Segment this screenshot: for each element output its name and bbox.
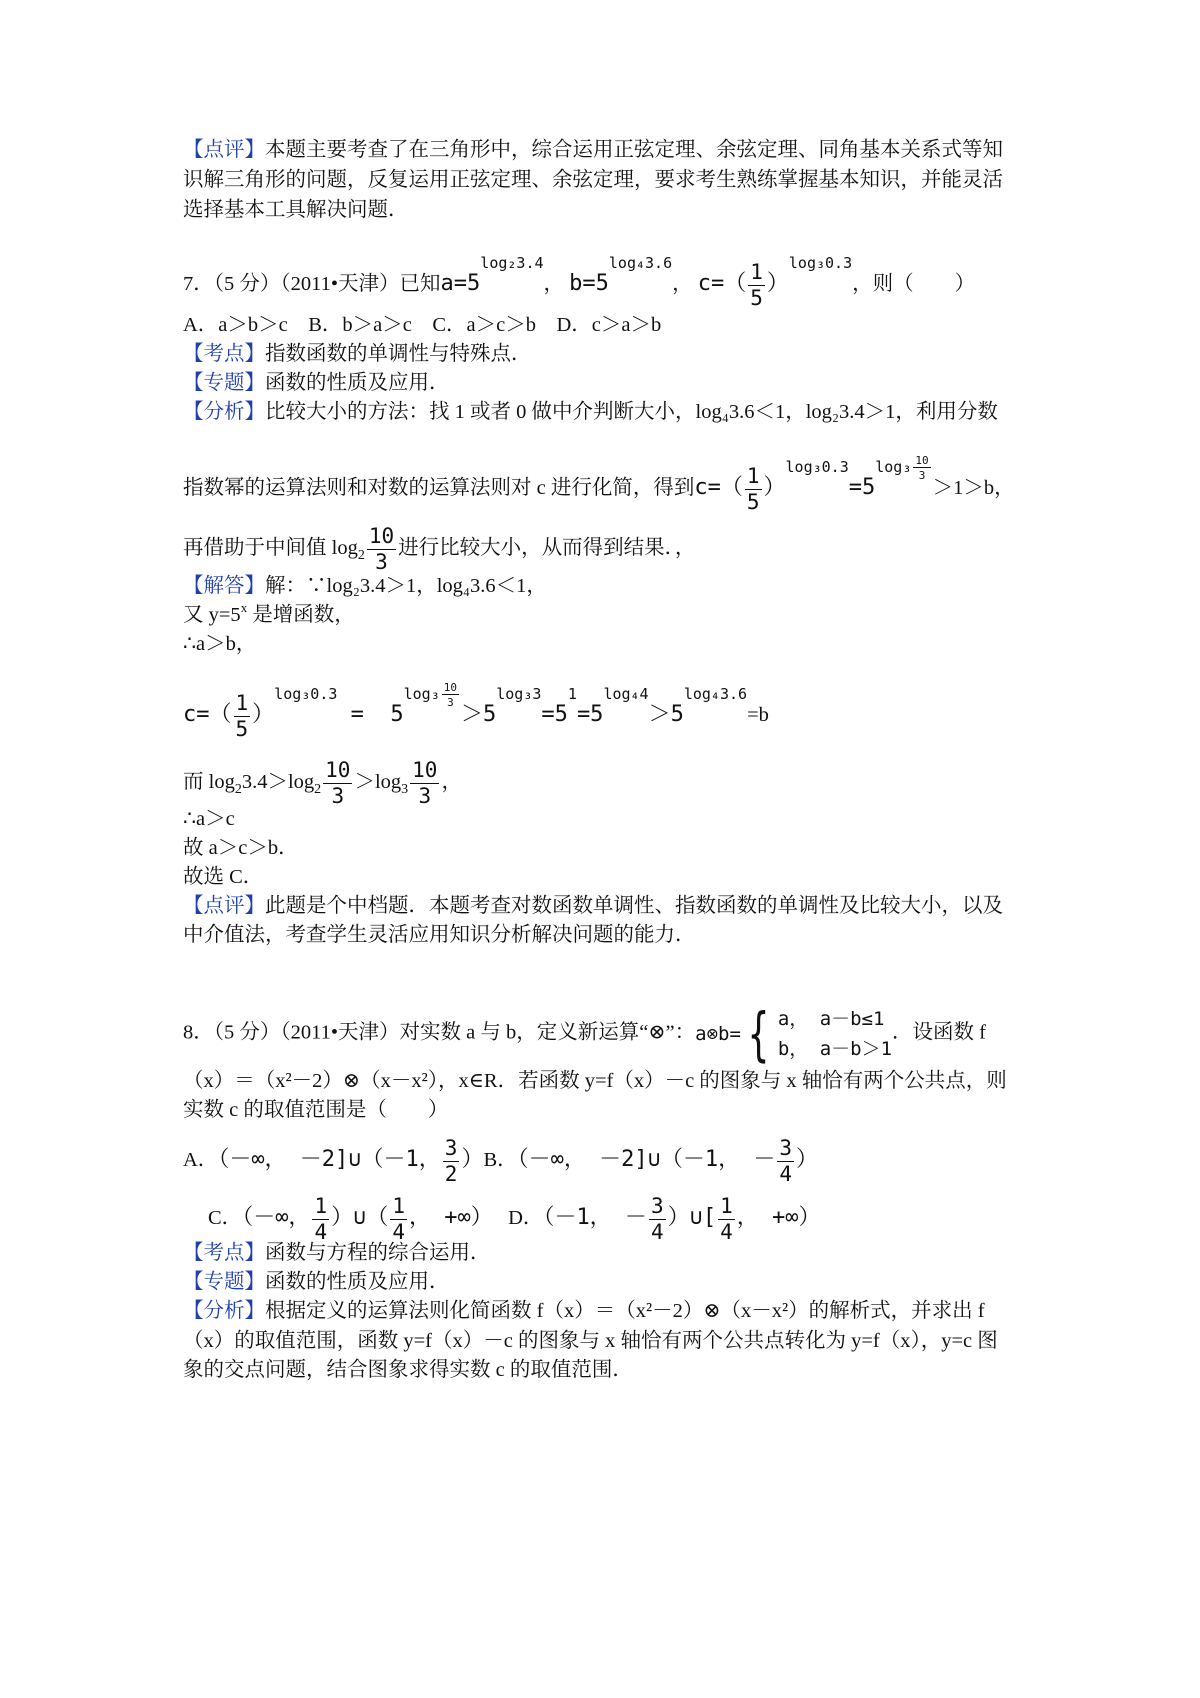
- q7-acb: 故 a＞c＞b．: [183, 837, 299, 859]
- q7-zhuanti: [183, 370, 450, 396]
- q7-chain-gt-1: ＞5: [461, 702, 497, 728]
- q8-case-1: a， a－b≤1: [777, 1008, 885, 1030]
- q7-fenxi-line-3: [183, 526, 695, 573]
- q7-fenxi-line-2: [183, 453, 1015, 514]
- q7-fenxi-exp-fraction: [913, 455, 930, 481]
- q8-zhuanti-tag: 【专题】: [183, 1271, 265, 1293]
- q7-jieda-line-2: [183, 602, 355, 630]
- q8-fenxi-text-1: 根据定义的运算法则化简函数 f（x）＝（x²－2）⊗（x－x²）的解析式，并求出 f: [265, 1300, 985, 1322]
- q8-option-d-numerator-1: 3: [650, 1194, 664, 1218]
- q8-case-2: b， a－b＞1: [777, 1038, 893, 1060]
- q8-kaodian-text: 函数与方程的综合运用．: [265, 1242, 491, 1264]
- prev-comment-text-1: 本题主要考查了在三角形中，综合运用正弦定理、余弦定理、同角基本关系式等知: [265, 139, 1003, 161]
- q8-fenxi-line-3: 象的交点问题，结合图象求得实数 c 的取值范围．: [183, 1359, 633, 1381]
- q8-stem: [183, 1000, 986, 1068]
- q7-fenxi-tag: 【分析】: [183, 401, 265, 423]
- q7-options: A．a＞b＞c B．b＞a＞c C．a＞c＞b D．c＞a＞b: [183, 314, 662, 336]
- q7-er-line: [183, 760, 462, 807]
- q7-jieda-text-1: 解：∵log₂3.4＞1，log₄3.6＜1，: [265, 575, 547, 597]
- q7-chain-denominator: 5: [235, 717, 249, 741]
- q7-b-exponent: log₄3.6: [608, 254, 673, 273]
- q7-dianping-line-1: [183, 893, 1003, 919]
- q7-fenxi-exponent: log₃0.3: [785, 458, 849, 477]
- q8-option-c-fraction-2: [390, 1196, 407, 1243]
- q7-chain-c: c=（: [183, 702, 232, 728]
- q7-chain-eq: = 5: [337, 702, 404, 728]
- q7-fenxi-text-2: 指数幂的运算法则和对数的运算法则对 c 进行化简，得到: [183, 477, 695, 500]
- q7-chain-exp-fraction: [442, 682, 459, 708]
- q8-option-c-close: ， +∞）: [409, 1205, 493, 1231]
- q8-option-c-denominator-2: 4: [392, 1220, 405, 1244]
- q8-option-d-close: ， +∞）: [736, 1205, 821, 1231]
- q7-er-sub-3: 3: [401, 782, 409, 798]
- q7-fenxi-exponent-2: [875, 453, 932, 482]
- q8-line-2: （x）＝（x²－2）⊗（x－x²），x∈R．若函数 y=f（x）－c 的图象与 x 轴恰有两个公共点，则: [183, 1070, 1007, 1092]
- q7-fenxi-eq: =5: [848, 475, 876, 501]
- q7-chain-exp-4: 1: [567, 685, 577, 704]
- q7-stem-prefix: 7．（5 分）（2011•天津）已知: [183, 273, 441, 296]
- q7-fenxi-mid-denominator: 3: [375, 550, 388, 574]
- q8-option-c-fraction-1: [312, 1196, 329, 1243]
- q8-fenxi-line-1: [183, 1298, 985, 1324]
- q7-zhuanti-text: 函数的性质及应用．: [265, 372, 450, 394]
- q7-fenxi-numerator: 1: [746, 464, 760, 488]
- q7-jieda-tag: 【解答】: [183, 575, 265, 597]
- q7-c-def: c=（: [697, 271, 747, 297]
- q8-stem-suffix: ．设函数 f: [892, 1021, 986, 1044]
- q7-chain-exp-1: log₃0.3: [274, 685, 338, 704]
- q8-option-b-denominator: 4: [779, 1162, 793, 1186]
- q8-fenxi-tag: 【分析】: [183, 1300, 265, 1322]
- q7-sep-1: ，: [543, 273, 565, 296]
- q8-option-a-denominator: 2: [444, 1162, 458, 1186]
- q7-fenxi-mid-numerator: 10: [368, 524, 395, 548]
- q7-chain: [183, 680, 769, 741]
- q7-er-numerator-1: 10: [325, 758, 351, 782]
- q7-dianping-text-1: 此题是个中档题．本题考查对数函数单调性、指数函数的单调性及比较大小，以及: [265, 895, 1003, 917]
- q7-fenxi-denominator: 5: [746, 490, 760, 514]
- q8-line-3: 实数 c 的取值范围是（ ）: [183, 1099, 449, 1121]
- q7-chain-eq-2: =5: [541, 702, 568, 728]
- q8-option-b-text: （－∞， －2]∪（－1， －: [517, 1147, 776, 1173]
- q7-fenxi-tail: ＞1＞b，: [932, 477, 1015, 500]
- q7-chain-end: =b: [747, 704, 769, 727]
- q7-kaodian-tag: 【考点】: [183, 343, 265, 365]
- q7-jieda-text-2b: 是增函数，: [247, 604, 355, 626]
- q7-chain-fraction: [234, 693, 251, 740]
- q7-fenxi-text-3a: 再借助于中间值 log: [183, 537, 358, 560]
- q8-kaodian-tag: 【考点】: [183, 1242, 265, 1264]
- q7-fenxi-c: c=（: [694, 475, 743, 501]
- q7-c-close: ）: [766, 271, 789, 297]
- q8-option-d-text: （－1， －: [543, 1205, 647, 1231]
- q7-fenxi-mid-fraction: [367, 526, 396, 573]
- q8-option-c-label: C．: [208, 1207, 243, 1230]
- q8-option-a-numerator: 3: [444, 1136, 458, 1160]
- q8-option-b-close: ）: [796, 1147, 819, 1173]
- q7-chain-log3: log₃: [403, 685, 440, 704]
- q7-stem: [183, 254, 976, 310]
- q7-er-c: ＞log: [354, 771, 402, 794]
- q8-option-c-numerator-1: 1: [314, 1194, 328, 1218]
- q7-er-denominator-2: 3: [418, 784, 432, 808]
- q8-fenxi-line-2: （x）的取值范围，函数 y=f（x）－c 的图象与 x 轴恰有两个公共点转化为 y=f（x），y=c 图: [183, 1330, 998, 1352]
- q7-dianping-line-2: 中介值法，考查学生灵活应用知识分析解决问题的能力．: [183, 924, 696, 946]
- q7-er-fraction-1: [323, 760, 352, 807]
- q7-choose: 故选 C．: [183, 866, 264, 888]
- q8-option-d-denominator-2: 4: [720, 1220, 733, 1244]
- q7-fenxi-text-3b: 进行比较大小，从而得到结果．，: [398, 537, 696, 560]
- q7-chain-exp-numerator: 10: [443, 680, 457, 694]
- q7-b-def: b=5: [569, 271, 609, 297]
- q7-kaodian-text: 指数函数的单调性与特殊点．: [265, 343, 532, 365]
- q7-a-exponent: log₂3.4: [480, 254, 544, 273]
- q7-er-fraction-2: [410, 760, 439, 807]
- q8-option-d-denominator-1: 4: [650, 1220, 664, 1244]
- q8-option-d-numerator-2: 1: [720, 1194, 733, 1218]
- prev-comment-line-3: 选择基本工具解决问题．: [183, 199, 409, 221]
- q8-option-d-label: D．: [508, 1207, 544, 1230]
- q7-chain-exp-5: log₄4: [603, 685, 649, 704]
- q8-option-c-mid: ）∪（: [331, 1205, 389, 1231]
- q7-c-exponent: log₃0.3: [788, 254, 853, 273]
- q8-stem-prefix: 8．（5 分）（2011•天津）对实数 a 与 b，定义新运算“⊗”：: [183, 1021, 696, 1044]
- q7-jieda-line-1: [183, 573, 547, 599]
- q7-a-def: a=5: [440, 271, 481, 297]
- q8-kaodian: [183, 1240, 491, 1266]
- q8-option-d-fraction-1: [649, 1196, 666, 1243]
- q7-er-denominator-1: 3: [331, 784, 345, 808]
- q7-er-a: 而 log: [183, 771, 235, 794]
- q7-er-d: ，: [441, 771, 462, 794]
- q7-jieda-text-2a: 又 y=5: [183, 604, 241, 626]
- q7-fenxi-text-1: 比较大小的方法：找 1 或者 0 做中介判断大小，log₄3.6＜1，log₂3.4＞1，利用分数: [265, 401, 998, 423]
- q7-stem-suffix: ，则（ ）: [852, 273, 976, 296]
- q8-brace: {: [747, 1000, 769, 1068]
- q7-chain-exp-denominator: 3: [447, 695, 454, 709]
- q8-option-c-text: （－∞，: [242, 1205, 311, 1231]
- q7-fenxi-sub: 2: [357, 548, 365, 564]
- q8-option-d-fraction-2: [718, 1196, 735, 1243]
- q8-piecewise: [695, 1000, 893, 1068]
- prev-comment-line-2: 识解三角形的问题，反复运用正弦定理、余弦定理，要求考生熟练掌握基本知识，并能灵活: [183, 169, 1003, 191]
- q8-options-cd: [208, 1196, 821, 1243]
- q7-zhuanti-tag: 【专题】: [183, 372, 265, 394]
- q7-er-numerator-2: 10: [412, 758, 438, 782]
- q8-option-a-close: ）: [461, 1147, 484, 1173]
- q8-option-b-numerator: 3: [779, 1136, 793, 1160]
- q7-kaodian: [183, 341, 532, 367]
- q7-c-fraction: [748, 262, 765, 309]
- q7-chain-eq-3: =5: [576, 702, 604, 728]
- q7-jieda-line-3: ∴a＞b，: [183, 633, 257, 655]
- q8-option-d-mid: ）∪[: [667, 1205, 717, 1231]
- q7-chain-close: ）: [252, 702, 275, 728]
- prev-comment-tag: 【点评】: [183, 139, 265, 161]
- q7-chain-exp-2: [403, 680, 461, 709]
- q8-zhuanti-text: 函数的性质及应用．: [265, 1271, 450, 1293]
- q7-fenxi-close: ）: [763, 475, 786, 501]
- q8-option-b-fraction: [777, 1138, 794, 1185]
- q7-chain-exp-6: log₄3.6: [683, 685, 748, 704]
- q8-op-def: a⊗b=: [695, 1023, 741, 1045]
- q7-fenxi-fraction: [745, 466, 762, 513]
- q8-option-c-numerator-2: 1: [392, 1194, 405, 1218]
- q7-chain-numerator: 1: [235, 691, 249, 715]
- q8-cases: [778, 1004, 892, 1064]
- q7-dianping-tag: 【点评】: [183, 895, 265, 917]
- q7-er-sub-1: 2: [234, 782, 242, 798]
- q8-option-a-fraction: [443, 1138, 460, 1185]
- q7-fenxi-exp-denominator: 3: [918, 468, 926, 482]
- q7-er-sub-2: 2: [314, 782, 322, 798]
- q7-jieda-sup: x: [240, 600, 248, 615]
- q7-sep-2: ，: [672, 273, 693, 296]
- q7-fenxi-exp-numerator: 10: [915, 453, 929, 467]
- q7-fenxi-log3: log₃: [875, 458, 912, 477]
- q7-er-b: 3.4＞log: [241, 771, 315, 794]
- q8-option-a-label: A．: [183, 1149, 219, 1172]
- q8-option-c-denominator-1: 4: [314, 1220, 328, 1244]
- q7-fenxi-line-1: [183, 399, 998, 425]
- q7-chain-exp-3: log₃3: [496, 685, 542, 704]
- q8-options-ab: [183, 1138, 818, 1185]
- q7-c-numerator: 1: [750, 260, 763, 284]
- q7-chain-gt-2: ＞5: [648, 702, 684, 728]
- q8-zhuanti: [183, 1269, 450, 1295]
- q8-option-b-label: B．: [483, 1149, 518, 1172]
- q8-option-a-text: （－∞， －2]∪（－1，: [218, 1147, 441, 1173]
- q7-ac: ∴a＞c: [183, 808, 235, 830]
- q7-c-denominator: 5: [750, 286, 763, 310]
- prev-comment-line-1: [183, 137, 1003, 163]
